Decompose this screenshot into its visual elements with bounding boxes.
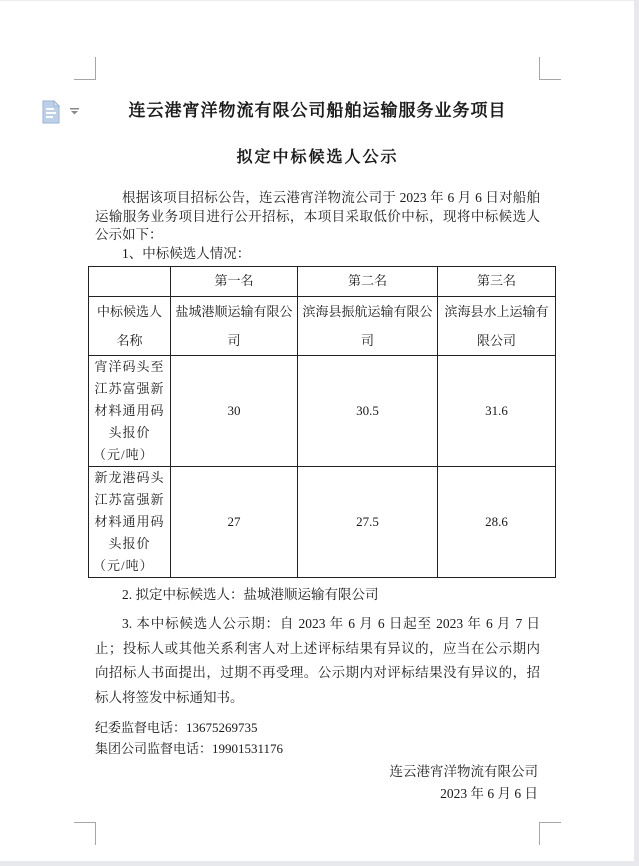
signature-company: 连云港宵洋物流有限公司 <box>389 764 538 779</box>
table-row <box>89 467 556 578</box>
intro-paragraph: 根据该项目招标公告，连云港宵洋物流公司于 2023 年 6 月 6 日对船舶运输服务业务项目进行公开招标，本项目采取低价中标，现将中标候选人公示如下： <box>95 190 540 242</box>
text-boundary-mark-bottom-right <box>539 822 561 845</box>
group-phone-line: 集团公司监督电话：19901531176 <box>95 740 284 756</box>
table-header-cell <box>89 267 171 297</box>
table-cell: 30 <box>171 356 298 467</box>
candidates-table <box>88 266 556 578</box>
table-cell: 盐城港顺运输有限公司 <box>171 297 298 356</box>
table-cell: 27.5 <box>298 467 438 578</box>
row-label-cell: 新龙港码头江苏富强新材料通用码头报价（元/吨） <box>89 467 171 578</box>
signature-block <box>95 761 540 805</box>
list-item-2: 2. 拟定中标候选人：盐城港顺运输有限公司 <box>122 587 379 602</box>
table-header-cell: 第一名 <box>171 267 298 297</box>
page-subtitle: 拟定中标候选人公示 <box>236 149 399 166</box>
app-background-right-strip <box>634 0 639 866</box>
table-cell: 滨海县振航运输有限公司 <box>298 297 438 356</box>
text-boundary-mark-bottom-left <box>74 822 96 845</box>
discipline-phone-line: 纪委监督电话：13675269735 <box>95 720 258 735</box>
paste-options-button[interactable] <box>40 99 84 127</box>
table-row <box>89 356 556 467</box>
row-label-cell: 中标候选人名称 <box>89 297 171 356</box>
table-header-cell: 第三名 <box>438 267 556 297</box>
page-title: 连云港宵洋物流有限公司船舶运输服务业务项目 <box>128 101 507 120</box>
document-content <box>93 1 549 805</box>
chevron-down-icon <box>70 108 79 115</box>
table-cell: 30.5 <box>298 356 438 467</box>
table-cell: 滨海县水上运输有限公司 <box>438 297 556 356</box>
signature-date: 2023 年 6 月 6 日 <box>440 786 538 801</box>
text-boundary-mark-top-right <box>539 57 561 80</box>
table-cell: 28.6 <box>438 467 556 578</box>
table-header-row <box>89 267 556 297</box>
list-item-1: 1、中标候选人情况： <box>122 245 251 261</box>
table-cell: 31.6 <box>438 356 556 467</box>
paste-options-icon <box>43 101 59 123</box>
row-label-cell: 宵洋码头至江苏富强新材料通用码头报价（元/吨） <box>89 356 171 467</box>
text-boundary-mark-top-left <box>74 57 96 80</box>
list-item-3: 3. 本中标候选人公示期：自 2023 年 6 月 6 日起至 2023 年 6 月 7 日止；投标人或其他关系利害人对上述评标结果有异议的，应当在公示期内向招标人书面提出，过期不再受理。公示期内对评标结果没有异议的，招标人将签发中标通知书。 <box>95 616 540 705</box>
phone-lines <box>95 718 540 759</box>
table-cell: 27 <box>171 467 298 578</box>
app-background-bottom-strip <box>0 861 639 866</box>
table-row <box>89 297 556 356</box>
table-header-cell: 第二名 <box>298 267 438 297</box>
